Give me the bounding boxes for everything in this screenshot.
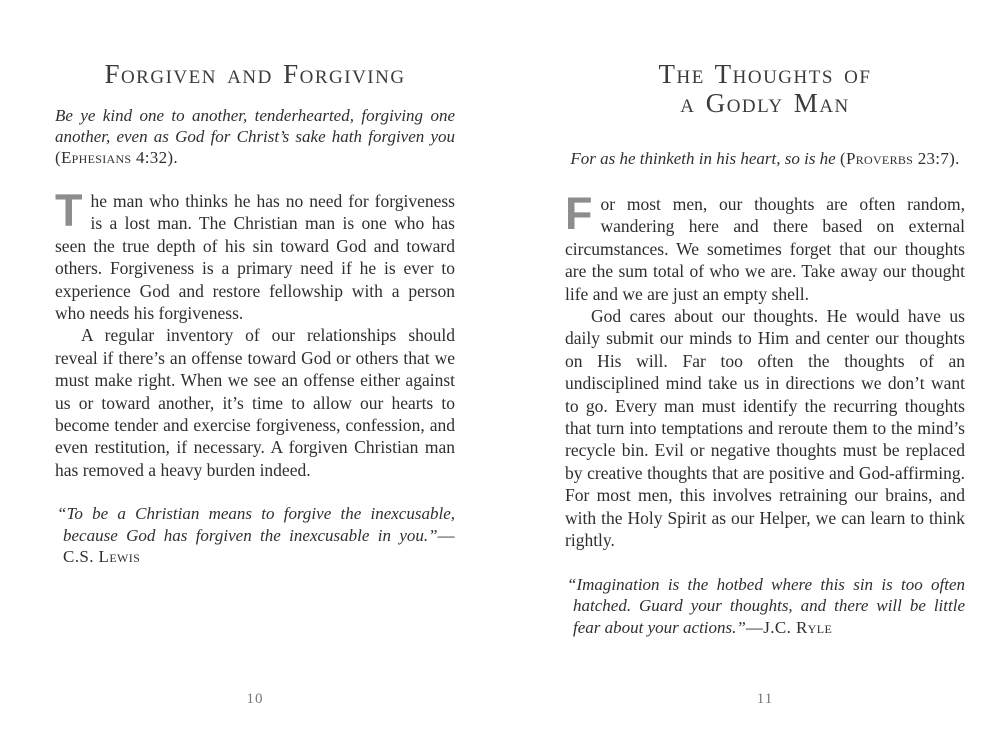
chapter-title-line: Forgiven and Forgiving [104, 59, 406, 89]
chapter-title-left [55, 60, 455, 89]
scripture-reference: (Proverbs 23:7). [839, 149, 960, 168]
pull-quote-left [55, 503, 455, 568]
epigraph-text: Be ye kind one to another, tenderhearted, forgiving one another, even as God for Christ’s sake hath forgiven you [55, 106, 455, 146]
epigraph-left [55, 105, 455, 168]
epigraph-text: For as he thinketh in his heart, so is he [570, 149, 836, 168]
quote-attribution: —C.S. Lewis [63, 525, 455, 567]
quote-text: “Imagination is the hotbed where this sin is too often hatched. Guard your thoughts, and there will be little fear about your actions.” [567, 574, 965, 637]
page-number-left: 10 [246, 691, 264, 707]
paragraph-text: or most men, our thoughts are often random, wandering here and there based on external circumstances. We sometimes forget that our thoughts are the sum total of who we are. Take away our thought life and we are just an empty shell. [565, 194, 965, 304]
body-paragraph [565, 188, 965, 305]
drop-cap-letter: T [55, 185, 83, 236]
quote-attribution: —J.C. Ryle [745, 617, 833, 637]
quote-text: “To be a Christian means to forgive the inexcusable, because God has forgiven the inexcusable in you.” [57, 504, 455, 545]
body-paragraph: A regular inventory of our relationships should reveal if there’s an offense toward God or others that we must make right. When we see an offense either against us or toward another, it’s time to allow our hearts to become tender and exercise forgiveness, confession, and even restitution, if necessary. A forgiven Christian man has removed a heavy burden indeed. [55, 325, 455, 480]
page-number-right: 11 [756, 691, 774, 707]
body-paragraph [55, 185, 455, 324]
scripture-reference: (Ephesians 4:32). [55, 148, 178, 167]
page-right [565, 60, 965, 638]
body-paragraph: God cares about our thoughts. He would have us daily submit our minds to Him and center our thoughts on His will. Far too often the thoughts of an undisciplined mind take us in directions we don’t want to go. Every man must identify the recurring thoughts that turn into temptations and reroute them to the mind’s recycle bin. Evil or negative thoughts must be replaced by creative thoughts that are positive and God-affirming. For most men, this involves retraining our brains, and with the Holy Spirit as our Helper, we can learn to think rightly. [565, 306, 965, 551]
epigraph-right [565, 148, 965, 169]
chapter-title-right [565, 60, 965, 118]
paragraph-text: he man who thinks he has no need for forgiveness is a lost man. The Christian man is one who has seen the true depth of his sin toward God and toward others. Forgiveness is a primary need if he is ever to experience God and restore fellowship with a person who needs his forgiveness. [55, 191, 455, 324]
chapter-title-line: a Godly Man [680, 88, 850, 118]
drop-cap-letter: F [565, 188, 593, 239]
chapter-title-line: The Thoughts of [658, 59, 872, 89]
pull-quote-right [565, 574, 965, 639]
page-left [55, 60, 455, 568]
